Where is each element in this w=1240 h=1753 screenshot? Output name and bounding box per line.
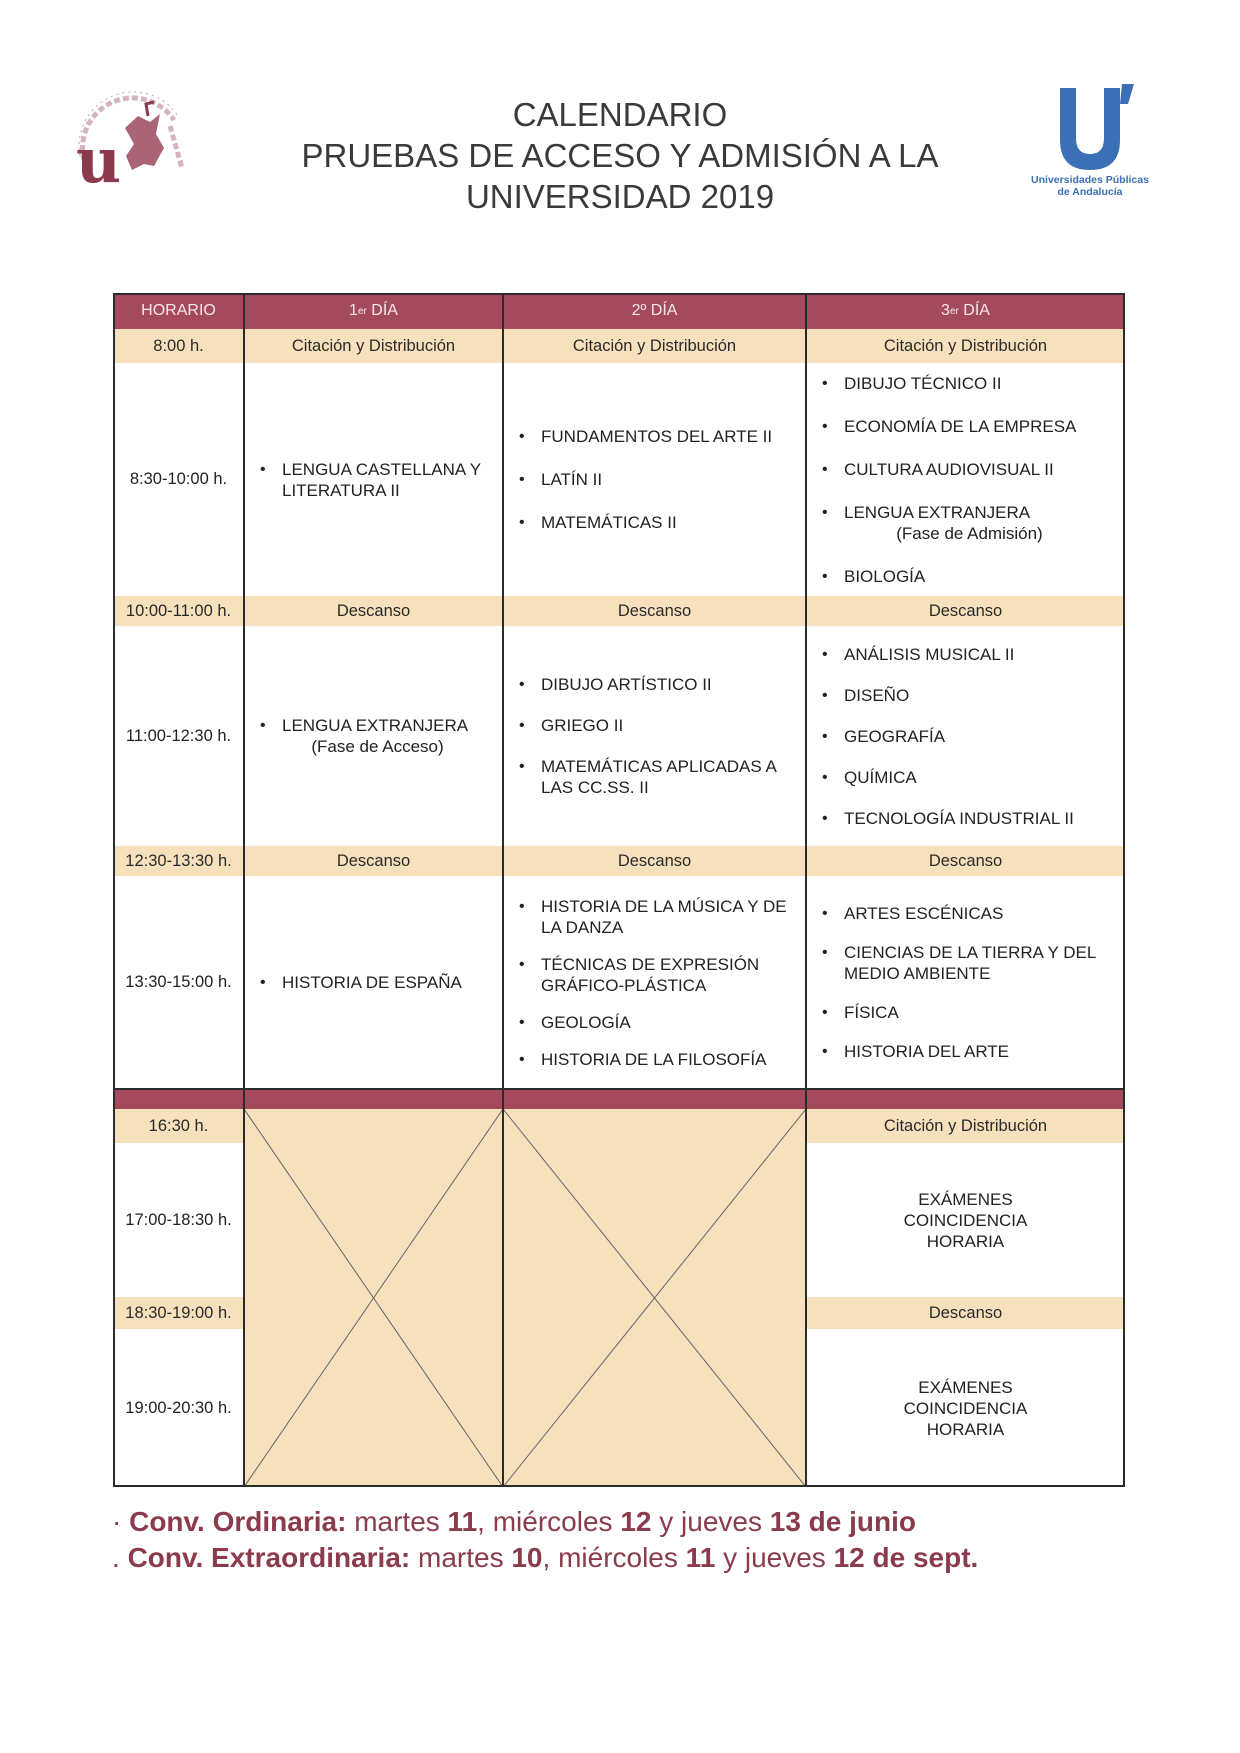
slot-row — [113, 329, 1125, 363]
slot-label: Descanso — [806, 1297, 1125, 1329]
universidades-andalucia-logo — [1020, 80, 1160, 200]
subject-item: • HISTORIA DEL ARTE — [806, 1041, 1125, 1062]
subject-item: • FÍSICA — [806, 1002, 1125, 1023]
conv-extraordinaria-line: . Conv. Extraordinaria: martes 10, miércoles 11 y jueves 12 de sept. — [112, 1542, 979, 1573]
slot-label: Descanso — [336, 601, 411, 620]
slot-row — [113, 1109, 1125, 1143]
subject-item: • LENGUA EXTRANJERA (Fase de Admisión) — [806, 502, 1125, 544]
subject-item: • LENGUA CASTELLANA Y LITERATURA II — [244, 459, 503, 501]
slot-label: Citación y Distribución — [572, 336, 737, 355]
subject-item: • FUNDAMENTOS DEL ARTE II — [503, 426, 806, 447]
subject-item: • LATÍN II — [503, 469, 806, 490]
slot-time: 17:00-18:30 h. — [125, 1210, 232, 1229]
slot-row — [113, 596, 1125, 626]
coincidence-exams-label: EXÁMENES COINCIDENCIA HORARIA — [903, 1189, 1028, 1251]
grid-line — [805, 293, 807, 1487]
subject-item: • LENGUA EXTRANJERA (Fase de Acceso) — [244, 715, 503, 757]
exam-row — [113, 876, 1125, 1089]
subject-item: • HISTORIA DE ESPAÑA — [244, 972, 503, 993]
conv-ordinaria-line: · Conv. Ordinaria: martes 11, miércoles 12 y jueves 13 de junio — [112, 1506, 916, 1537]
slot-time: 10:00-11:00 h. — [125, 601, 232, 620]
subject-item: • GEOGRAFÍA — [806, 726, 1125, 747]
exam-row — [113, 1329, 1125, 1487]
header-day-3: 3 er DÍA — [941, 302, 990, 319]
subject-item: • DIBUJO ARTÍSTICO II — [503, 674, 806, 695]
grid-line — [113, 293, 115, 1487]
subject-item: • CULTURA AUDIOVISUAL II — [806, 459, 1125, 480]
grid-line — [113, 293, 1125, 295]
slot-time: 12:30-13:30 h. — [125, 851, 232, 870]
universidad-sevilla-logo — [70, 86, 198, 206]
slot-label: Descanso — [928, 601, 1003, 620]
subject-item: • ARTES ESCÉNICAS — [806, 903, 1125, 924]
subject-item: • ANÁLISIS MUSICAL II — [806, 644, 1125, 665]
grid-line — [502, 293, 504, 1487]
u-apostrophe-icon — [1054, 80, 1134, 172]
subject-item: • HISTORIA DE LA FILOSOFÍA — [503, 1049, 806, 1070]
slot-label: Descanso — [336, 851, 411, 870]
slot-time: 16:30 h. — [113, 1109, 244, 1143]
grid-line — [1123, 293, 1125, 1487]
subject-item: • TECNOLOGÍA INDUSTRIAL II — [806, 808, 1125, 829]
header-day-1: 1 er DÍA — [349, 302, 398, 319]
subject-item: • DIBUJO TÉCNICO II — [806, 373, 1125, 394]
slot-label: Citación y Distribución — [806, 1109, 1125, 1143]
slot-time: 18:30-19:00 h. — [113, 1297, 244, 1329]
slot-time: 11:00-12:30 h. — [125, 726, 232, 745]
calendar-table — [113, 293, 1125, 1487]
document-title — [230, 94, 1010, 217]
table-header-row — [113, 293, 1125, 329]
subject-item: • QUÍMICA — [806, 767, 1125, 788]
subject-item: • MATEMÁTICAS II — [503, 512, 806, 533]
slot-label: Descanso — [617, 851, 692, 870]
title-line-1: CALENDARIO — [512, 96, 728, 133]
slot-label: Citación y Distribución — [883, 336, 1048, 355]
coincidence-exams-label: EXÁMENES COINCIDENCIA HORARIA — [903, 1377, 1028, 1439]
slot-label: Citación y Distribución — [291, 336, 456, 355]
exam-row — [113, 1143, 1125, 1297]
subject-note: (Fase de Admisión) — [896, 523, 1043, 543]
subject-item: • BIOLOGÍA — [806, 566, 1125, 587]
slot-time: 8:00 h. — [153, 336, 204, 355]
exam-row — [113, 363, 1125, 596]
subject-item: • ECONOMÍA DE LA EMPRESA — [806, 416, 1125, 437]
grid-line — [113, 1088, 1125, 1090]
subject-item: • TÉCNICAS DE EXPRESIÓN GRÁFICO-PLÁSTICA — [503, 954, 806, 996]
slot-row — [113, 846, 1125, 876]
grid-line — [243, 293, 245, 1487]
grid-line — [113, 1485, 1125, 1487]
title-line-2: PRUEBAS DE ACCESO Y ADMISIÓN A LA — [301, 137, 939, 174]
subject-item: • GEOLOGÍA — [503, 1012, 806, 1033]
slot-time: 13:30-15:00 h. — [125, 973, 232, 991]
subject-item: • HISTORIA DE LA MÚSICA Y DE LA DANZA — [503, 896, 806, 938]
afternoon-separator — [113, 1089, 1125, 1109]
logo-caption-1: Universidades Públicas — [1031, 174, 1149, 186]
subject-item: • MATEMÁTICAS APLICADAS A LAS CC.SS. II — [503, 756, 806, 798]
slot-row — [113, 1297, 1125, 1329]
slot-label: Descanso — [928, 851, 1003, 870]
header-horario: HORARIO — [141, 302, 216, 319]
svg-text:u: u — [76, 124, 122, 197]
subject-note: (Fase de Acceso) — [311, 737, 444, 756]
subject-item: • GRIEGO II — [503, 715, 806, 736]
slot-time: 8:30-10:00 h. — [129, 470, 228, 488]
exam-row — [113, 626, 1125, 846]
title-line-3: UNIVERSIDAD 2019 — [465, 178, 775, 215]
slot-label: Descanso — [617, 601, 692, 620]
logo-caption-2: de Andalucía — [1057, 186, 1123, 198]
subject-item: • DISEÑO — [806, 685, 1125, 706]
header-day-2: 2º DÍA — [631, 302, 678, 319]
slot-time: 19:00-20:30 h. — [125, 1398, 232, 1417]
subject-item: • CIENCIAS DE LA TIERRA Y DEL MEDIO AMBIENTE — [806, 942, 1125, 984]
